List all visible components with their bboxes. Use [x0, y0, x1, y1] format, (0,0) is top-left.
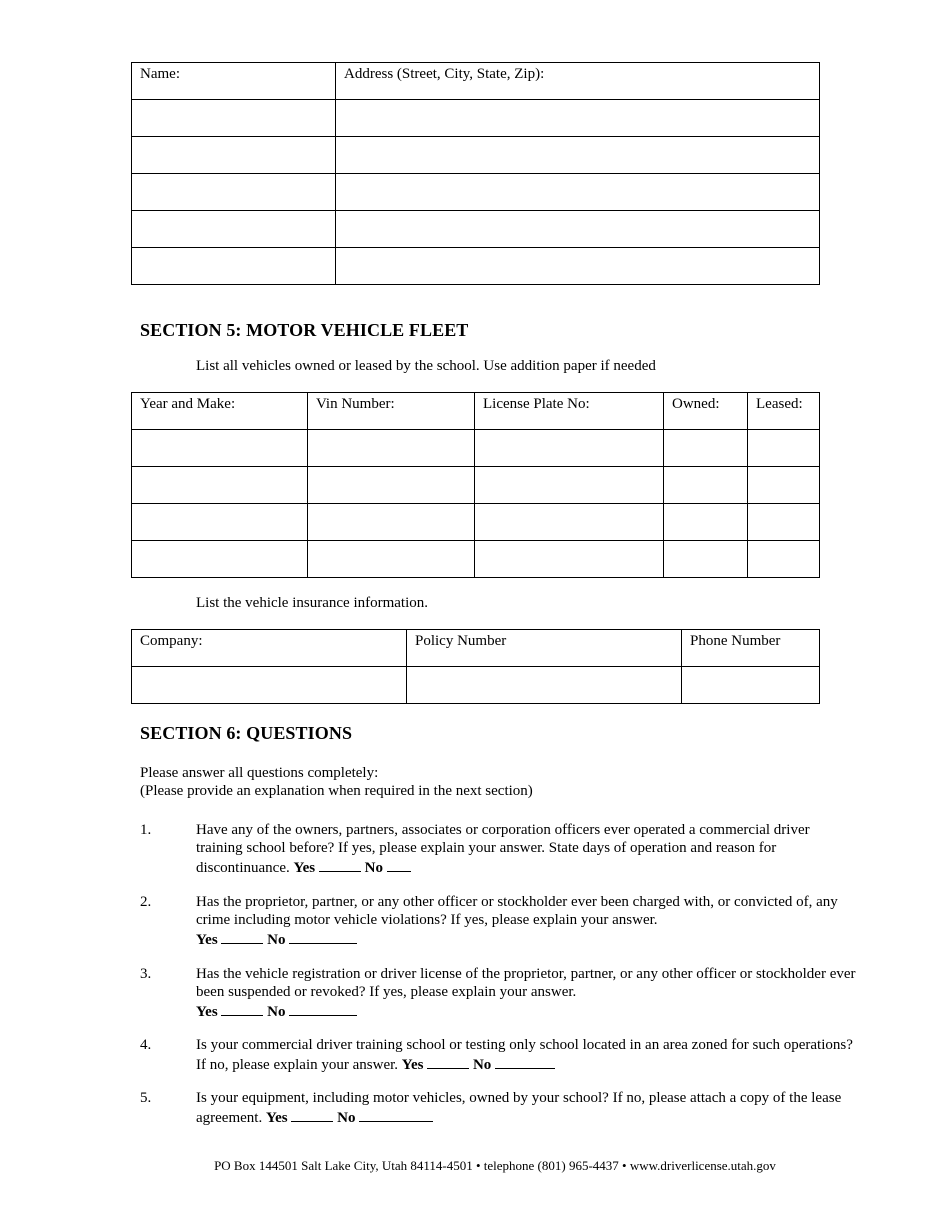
- question-5-text: Is your equipment, including motor vehicles, owned by your school? If no, please attach a copy of the lease agreement.: [196, 1090, 842, 1126]
- table-row: [132, 211, 820, 248]
- vehicle-header-row: [132, 393, 820, 430]
- question-3-yes-blank[interactable]: [221, 1001, 263, 1016]
- question-5-no-blank[interactable]: [359, 1107, 433, 1122]
- question-4-text: Is your commercial driver training school or testing only school located in an area zoned for such operations? If no, please explain your answer.: [196, 1037, 853, 1073]
- address-cell[interactable]: [336, 211, 820, 248]
- name-cell[interactable]: [132, 100, 336, 137]
- header-leased: Leased:: [748, 393, 820, 430]
- questions-intro-line1: Please answer all questions completely:: [140, 765, 379, 781]
- question-1-text: Have any of the owners, partners, associates or corporation officers ever operated a commercial driver training school before? If yes, please explain your answer. State days of operation and reason for discontinuance.: [196, 822, 810, 876]
- owned-cell[interactable]: [664, 504, 748, 541]
- table-row: [132, 100, 820, 137]
- year-make-cell[interactable]: [132, 541, 308, 578]
- question-3-number: 3.: [140, 966, 152, 982]
- plate-cell[interactable]: [475, 467, 664, 504]
- questions-intro-line2: (Please provide an explanation when required in the next section): [140, 783, 533, 799]
- question-2-text: Has the proprietor, partner, or any other officer or stockholder ever been charged with, or convicted of, any crime including motor vehicle violations? If yes, please explain your answer.: [196, 894, 838, 928]
- name-cell[interactable]: [132, 137, 336, 174]
- no-label: No: [267, 1004, 286, 1020]
- header-plate: License Plate No:: [475, 393, 664, 430]
- owners-header-name: Name:: [132, 63, 336, 100]
- question-5-number: 5.: [140, 1090, 152, 1106]
- year-make-cell[interactable]: [132, 504, 308, 541]
- header-year-make: Year and Make:: [132, 393, 308, 430]
- phone-number-cell[interactable]: [682, 667, 820, 704]
- header-company: Company:: [132, 630, 407, 667]
- vehicle-table: [131, 392, 820, 578]
- owners-header-row: [132, 63, 820, 100]
- policy-number-cell[interactable]: [407, 667, 682, 704]
- question-2: [196, 893, 856, 949]
- owned-cell[interactable]: [664, 467, 748, 504]
- plate-cell[interactable]: [475, 541, 664, 578]
- question-3-no-blank[interactable]: [289, 1001, 357, 1016]
- address-cell[interactable]: [336, 100, 820, 137]
- yes-label: Yes: [265, 1110, 288, 1126]
- question-3-text: Has the vehicle registration or driver license of the proprietor, partner, or any other officer or stockholder ever been suspended or revoked? If yes, please explain your answer.: [196, 966, 856, 1000]
- question-1-yes-blank[interactable]: [319, 857, 361, 872]
- question-2-yes-blank[interactable]: [221, 929, 263, 944]
- yes-label: Yes: [401, 1057, 424, 1073]
- section6-title: SECTION 6: QUESTIONS: [140, 723, 353, 743]
- vehicle-intro: List all vehicles owned or leased by the school. Use addition paper if needed: [196, 358, 656, 374]
- question-4-no-blank[interactable]: [495, 1054, 555, 1069]
- table-row: [132, 541, 820, 578]
- question-1-number: 1.: [140, 822, 152, 838]
- no-label: No: [472, 1057, 492, 1073]
- no-label: No: [337, 1110, 356, 1126]
- plate-cell[interactable]: [475, 430, 664, 467]
- table-row: [132, 504, 820, 541]
- yes-label: Yes: [293, 860, 316, 876]
- no-label: No: [267, 932, 286, 948]
- question-3: [196, 965, 861, 1021]
- name-cell[interactable]: [132, 211, 336, 248]
- question-4-yes-blank[interactable]: [427, 1054, 469, 1069]
- yes-label: Yes: [196, 932, 218, 948]
- question-2-no-blank[interactable]: [289, 929, 357, 944]
- no-label: No: [364, 860, 383, 876]
- question-1-no-blank[interactable]: [387, 857, 411, 872]
- question-5-yes-blank[interactable]: [291, 1107, 333, 1122]
- vin-cell[interactable]: [308, 430, 475, 467]
- table-row: [132, 174, 820, 211]
- header-policy-number: Policy Number: [407, 630, 682, 667]
- name-cell[interactable]: [132, 248, 336, 285]
- owners-table: [131, 62, 820, 285]
- owners-header-address: Address (Street, City, State, Zip):: [336, 63, 820, 100]
- owned-cell[interactable]: [664, 541, 748, 578]
- page-footer: PO Box 144501 Salt Lake City, Utah 84114-4501 • telephone (801) 965-4437 • www.driverlicense.utah.gov: [214, 1158, 776, 1173]
- header-vin: Vin Number:: [308, 393, 475, 430]
- address-cell[interactable]: [336, 137, 820, 174]
- company-cell[interactable]: [132, 667, 407, 704]
- question-1: [196, 821, 856, 877]
- owned-cell[interactable]: [664, 430, 748, 467]
- leased-cell[interactable]: [748, 541, 820, 578]
- year-make-cell[interactable]: [132, 430, 308, 467]
- address-cell[interactable]: [336, 174, 820, 211]
- header-owned: Owned:: [664, 393, 748, 430]
- table-row: [132, 467, 820, 504]
- insurance-intro: List the vehicle insurance information.: [196, 595, 429, 611]
- leased-cell[interactable]: [748, 430, 820, 467]
- header-phone-number: Phone Number: [682, 630, 820, 667]
- yes-label: Yes: [196, 1004, 218, 1020]
- name-cell[interactable]: [132, 174, 336, 211]
- vin-cell[interactable]: [308, 467, 475, 504]
- table-row: [132, 248, 820, 285]
- table-row: [132, 667, 820, 704]
- section5-title: SECTION 5: MOTOR VEHICLE FLEET: [140, 320, 469, 340]
- table-row: [132, 137, 820, 174]
- question-4: [196, 1036, 856, 1074]
- vin-cell[interactable]: [308, 504, 475, 541]
- insurance-table: [131, 629, 820, 704]
- leased-cell[interactable]: [748, 467, 820, 504]
- question-5: [196, 1089, 856, 1127]
- address-cell[interactable]: [336, 248, 820, 285]
- question-4-number: 4.: [140, 1037, 152, 1053]
- question-2-number: 2.: [140, 894, 152, 910]
- insurance-header-row: [132, 630, 820, 667]
- vin-cell[interactable]: [308, 541, 475, 578]
- table-row: [132, 430, 820, 467]
- leased-cell[interactable]: [748, 504, 820, 541]
- plate-cell[interactable]: [475, 504, 664, 541]
- year-make-cell[interactable]: [132, 467, 308, 504]
